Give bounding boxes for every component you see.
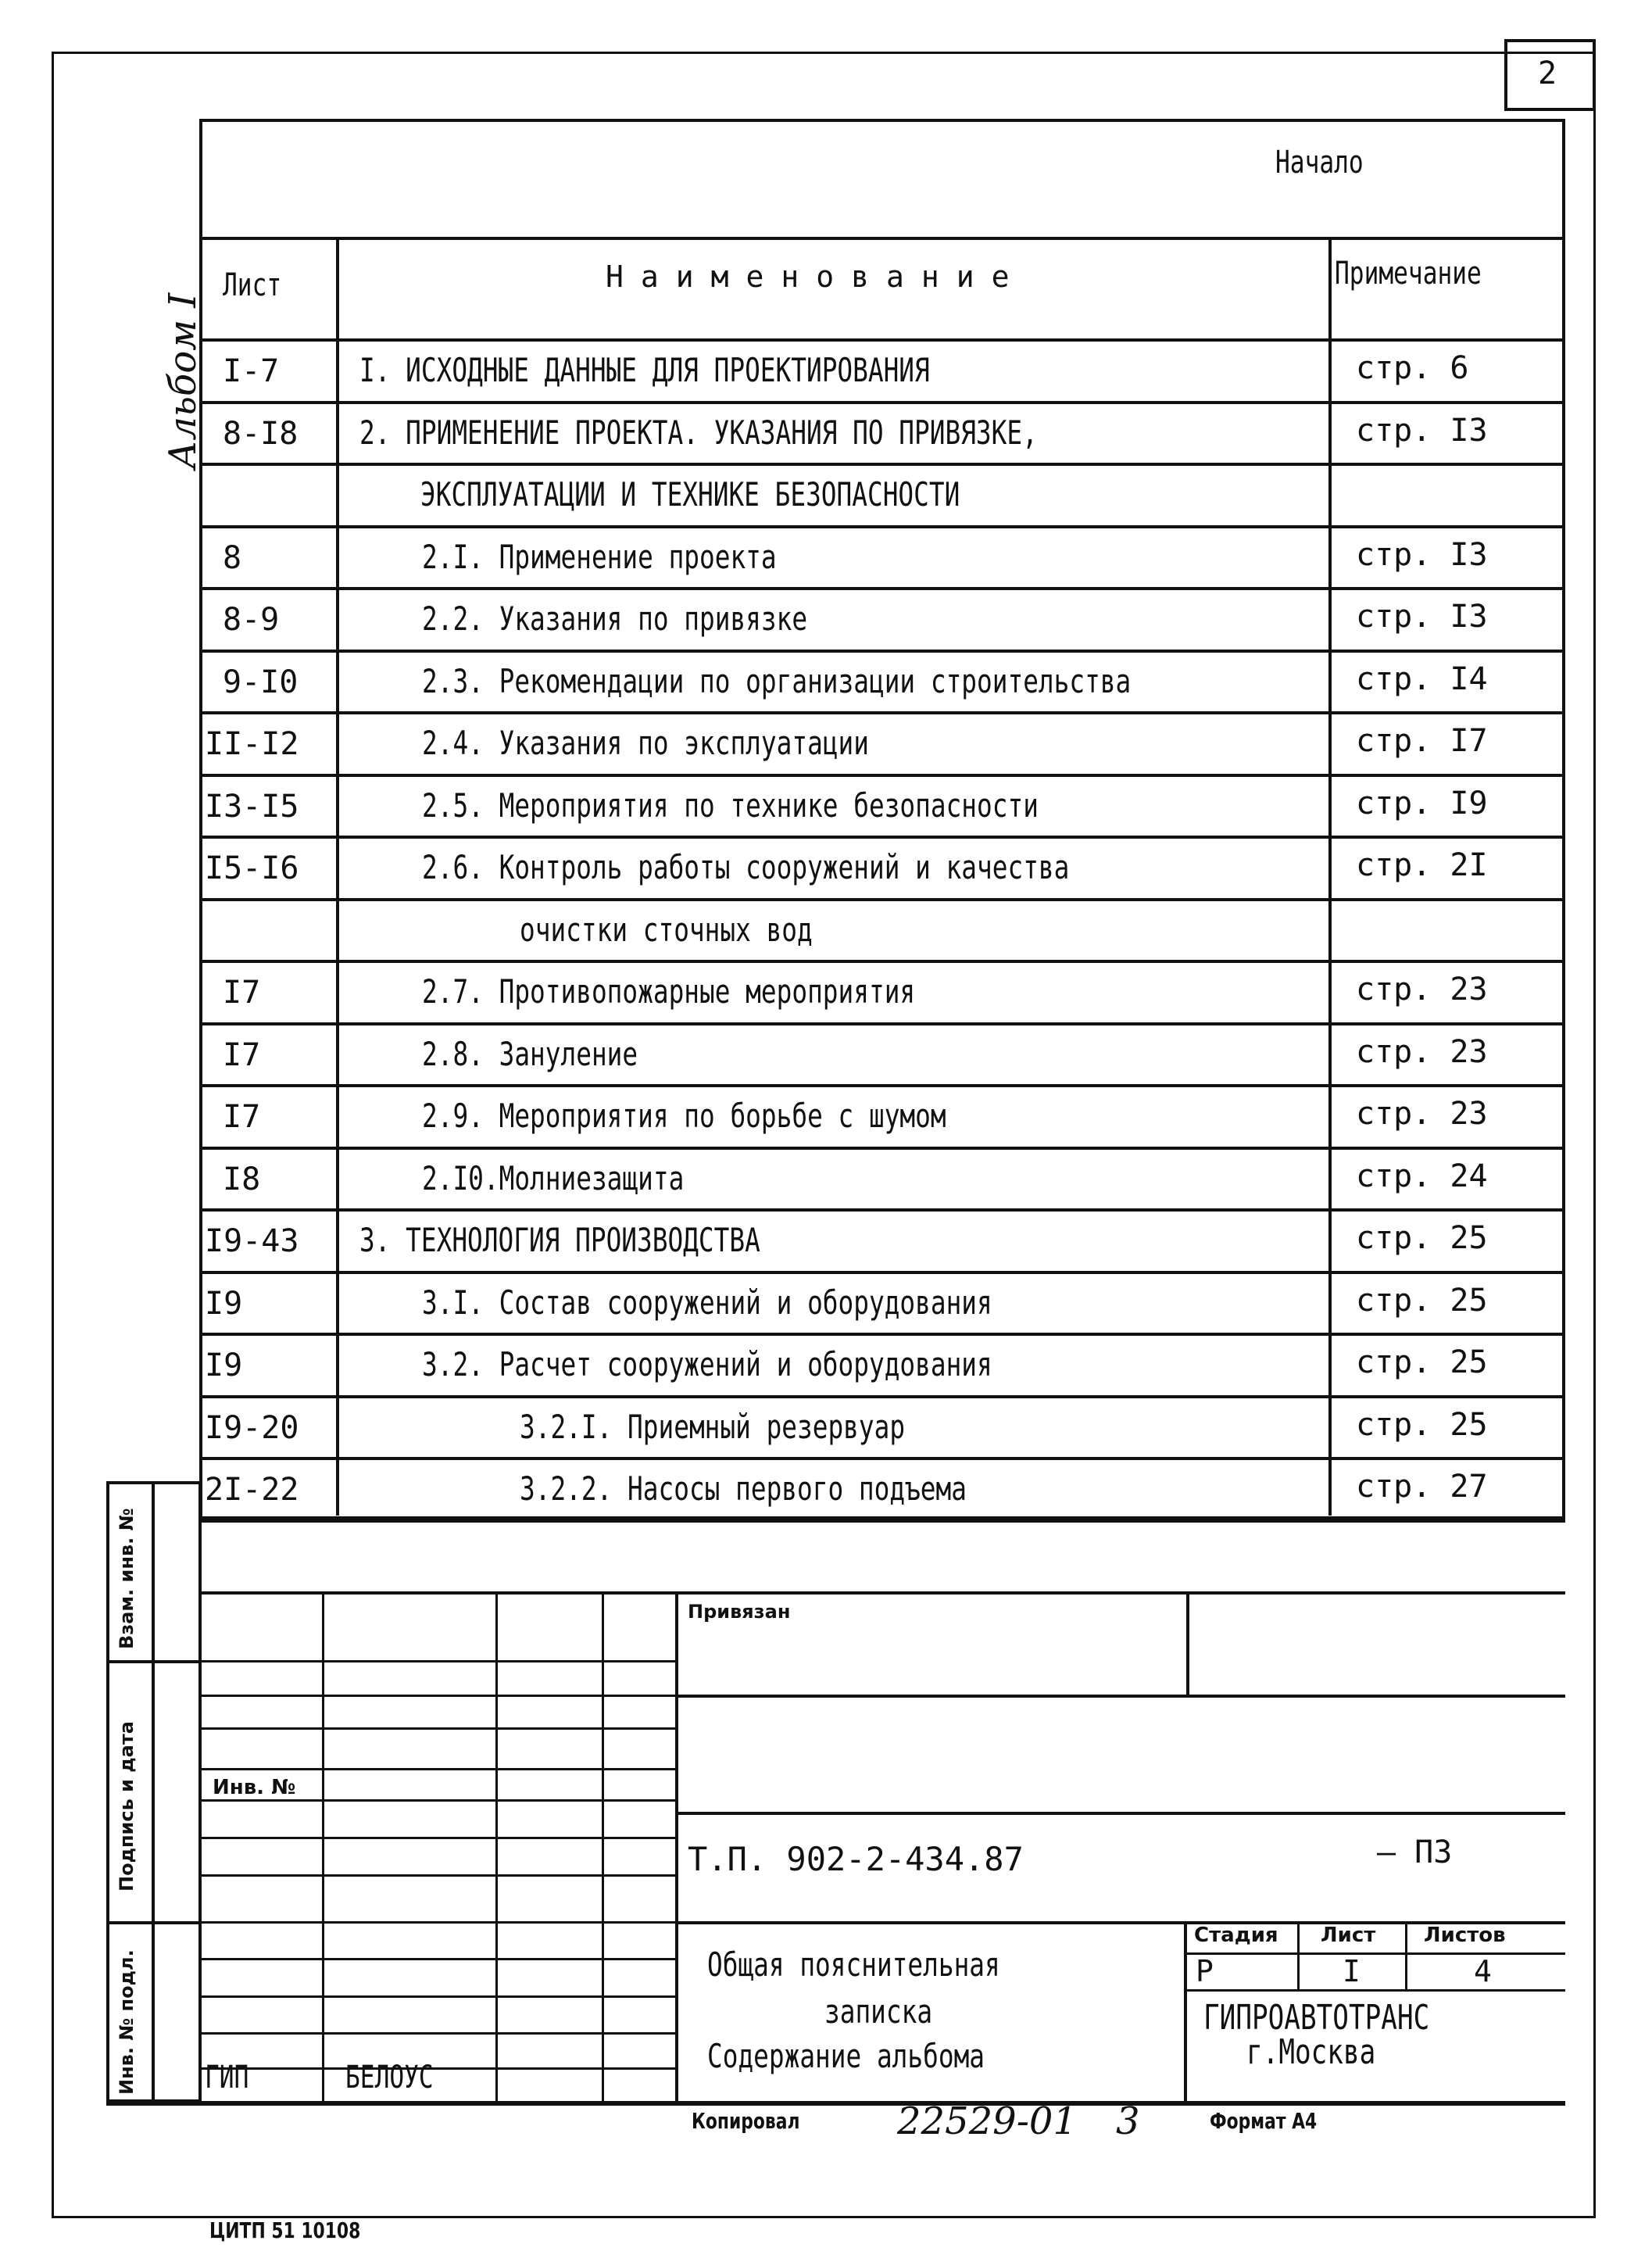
- row-name: очистки сточных вод: [520, 910, 813, 949]
- row-sheet: I7: [223, 975, 261, 1011]
- title-block-left-edge: [675, 1591, 678, 2103]
- divider: [199, 1591, 202, 2103]
- row-sheet: I8: [223, 1161, 261, 1197]
- divider: [199, 1084, 1565, 1087]
- col-divider-sheet: [336, 237, 339, 1516]
- row-sheet: 8-I8: [223, 415, 299, 452]
- divider: [675, 1812, 1565, 1815]
- divider: [1186, 1591, 1189, 1696]
- divider: [199, 1208, 1565, 1212]
- divider: [199, 587, 1565, 590]
- sheet-value: I: [1343, 1954, 1361, 1988]
- row-note: стр. I7: [1356, 723, 1488, 759]
- row-note: стр. 25: [1356, 1344, 1488, 1380]
- role-label: ГИП: [205, 2060, 249, 2096]
- bound-label: Привязан: [688, 1601, 791, 1623]
- divider: [1297, 1921, 1300, 1992]
- row-name: 2.8. Зануление: [422, 1034, 638, 1073]
- divider: [675, 1695, 1565, 1698]
- copy-sheet: 3: [1116, 2099, 1140, 2143]
- row-name: 3.2.2. Насосы первого подъема: [520, 1469, 967, 1508]
- row-sheet: 8-9: [223, 602, 280, 638]
- row-sheet: I9-20: [205, 1409, 299, 1446]
- row-sheet: I7: [223, 1036, 261, 1073]
- signature-date-label: Подпись и дата: [116, 1721, 138, 1892]
- album-label: Альбом I: [161, 292, 205, 469]
- divider: [199, 1022, 1565, 1025]
- row-note: стр. 23: [1356, 972, 1488, 1008]
- divider: [199, 650, 1565, 653]
- row-name: 2.7. Противопожарные мероприятия: [422, 972, 916, 1011]
- row-sheet: 2I-22: [205, 1472, 299, 1508]
- divider: [199, 237, 1565, 240]
- row-name: 2.6. Контроль работы сооружений и качества: [422, 848, 1070, 886]
- divider: [322, 1591, 324, 2103]
- stage-value: Р: [1196, 1954, 1214, 1988]
- row-note: стр. 27: [1356, 1469, 1488, 1505]
- sheets-label: Листов: [1424, 1924, 1506, 1947]
- stage-label: Стадия: [1194, 1924, 1278, 1947]
- divider: [199, 401, 1565, 404]
- row-name: 2. ПРИМЕНЕНИЕ ПРОЕКТА. УКАЗАНИЯ ПО ПРИВЯЗКЕ,: [359, 413, 1038, 452]
- row-name: 3.2. Расчет сооружений и оборудования: [422, 1345, 992, 1383]
- row-note: стр. I3: [1356, 412, 1488, 449]
- row-sheet: 9-I0: [223, 664, 299, 700]
- doc-title-line-2: записка: [824, 1992, 933, 2031]
- col-header-note: Примечание: [1335, 256, 1482, 292]
- divider: [199, 1147, 1565, 1150]
- side-strip-divider: [152, 1481, 155, 2103]
- page-number: 2: [1538, 55, 1557, 91]
- row-name: ЭКСПЛУАТАЦИИ И ТЕХНИКЕ БЕЗОПАСНОСТИ: [420, 475, 960, 514]
- row-sheet: I9: [205, 1348, 243, 1383]
- row-name: 2.I. Применение проекта: [422, 537, 777, 576]
- row-sheet: I3-I5: [205, 788, 299, 825]
- divider: [1184, 1989, 1565, 1992]
- row-name: 2.4. Указания по эксплуатации: [422, 724, 869, 762]
- person-name: БЕЛОУС: [345, 2060, 434, 2096]
- row-name: 2.9. Мероприятия по борьбе с шумом: [422, 1097, 946, 1135]
- divider: [199, 1519, 1565, 1523]
- row-sheet: I5-I6: [205, 850, 299, 886]
- inv-no-label: Инв. №: [213, 1776, 296, 1799]
- row-name: 2.3. Рекомендации по организации строительства: [422, 661, 1132, 700]
- organization: ГИПРОАВТОТРАНС: [1203, 1998, 1430, 2038]
- row-note: стр. 25: [1356, 1220, 1488, 1256]
- original-inv-label: Инв. № подл.: [116, 1949, 138, 2095]
- row-note: стр. I9: [1356, 785, 1488, 821]
- doc-code: – ПЗ: [1377, 1834, 1453, 1870]
- row-name: 3. ТЕХНОЛОГИЯ ПРОИЗВОДСТВА: [359, 1221, 760, 1259]
- doc-title-line-1: Общая пояснительная: [707, 1945, 1000, 1984]
- doc-title-line-3: Содержание альбома: [707, 2037, 985, 2075]
- row-note: стр. 2I: [1356, 847, 1488, 883]
- row-name: 3.2.I. Приемный резервуар: [520, 1407, 906, 1446]
- sheet-label: Лист: [1321, 1924, 1376, 1947]
- row-sheet: I7: [223, 1099, 261, 1135]
- row-name: 2.I0.Молниезащита: [422, 1158, 685, 1197]
- exchange-inv-label: Взам. инв. №: [116, 1508, 138, 1649]
- divider: [199, 960, 1565, 963]
- row-note: стр. 25: [1356, 1406, 1488, 1443]
- row-name: 3.I. Состав сооружений и оборудования: [422, 1283, 992, 1322]
- divider: [106, 1660, 202, 1663]
- city: г.Москва: [1246, 2032, 1376, 2072]
- divider: [199, 1395, 1565, 1398]
- row-sheet: I9: [205, 1285, 243, 1322]
- row-note: стр. 23: [1356, 1033, 1488, 1070]
- col-header-name: Наименование: [606, 259, 1027, 294]
- col-header-sheet: Лист: [223, 267, 282, 303]
- divider: [199, 463, 1565, 466]
- row-sheet: I-7: [223, 353, 280, 389]
- divider: [199, 1271, 1565, 1274]
- row-note: стр. 25: [1356, 1282, 1488, 1319]
- divider: [199, 1333, 1565, 1336]
- row-note: стр. 24: [1356, 1158, 1488, 1194]
- divider: [199, 711, 1565, 714]
- divider: [106, 2101, 1565, 2106]
- row-sheet: 8: [223, 539, 242, 576]
- col-divider-note: [1328, 237, 1332, 1516]
- divider: [1405, 1921, 1407, 1992]
- format-label: Формат А4: [1210, 2108, 1318, 2134]
- row-sheet: II-I2: [205, 726, 299, 762]
- header-note: Начало: [1275, 145, 1364, 181]
- divider: [1184, 1921, 1187, 2103]
- divider: [495, 1591, 498, 2103]
- divider: [199, 898, 1565, 901]
- divider: [602, 1591, 604, 2103]
- divider: [199, 774, 1565, 777]
- row-note: стр. I3: [1356, 599, 1488, 635]
- copy-number: 22529-01: [897, 2099, 1077, 2143]
- row-note: стр. 23: [1356, 1096, 1488, 1132]
- divider: [106, 1921, 202, 1924]
- row-name: I. ИСХОДНЫЕ ДАННЫЕ ДЛЯ ПРОЕКТИРОВАНИЯ: [359, 351, 930, 389]
- row-note: стр. I4: [1356, 660, 1488, 697]
- row-name: 2.5. Мероприятия по технике безопасности: [422, 786, 1039, 825]
- divider: [199, 338, 1565, 342]
- divider: [199, 525, 1565, 528]
- row-sheet: I9-43: [205, 1223, 299, 1259]
- printer-code: ЦИТП 51 10108: [209, 2217, 361, 2243]
- divider: [199, 836, 1565, 839]
- divider: [1184, 1952, 1565, 1955]
- row-note: стр. 6: [1356, 350, 1469, 386]
- designation: Т.П. 902-2-434.87: [688, 1840, 1024, 1878]
- divider: [199, 1457, 1565, 1460]
- row-name: 2.2. Указания по привязке: [422, 600, 808, 638]
- row-note: стр. I3: [1356, 536, 1488, 573]
- sheets-value: 4: [1474, 1954, 1492, 1988]
- copied-label: Копировал: [692, 2108, 800, 2134]
